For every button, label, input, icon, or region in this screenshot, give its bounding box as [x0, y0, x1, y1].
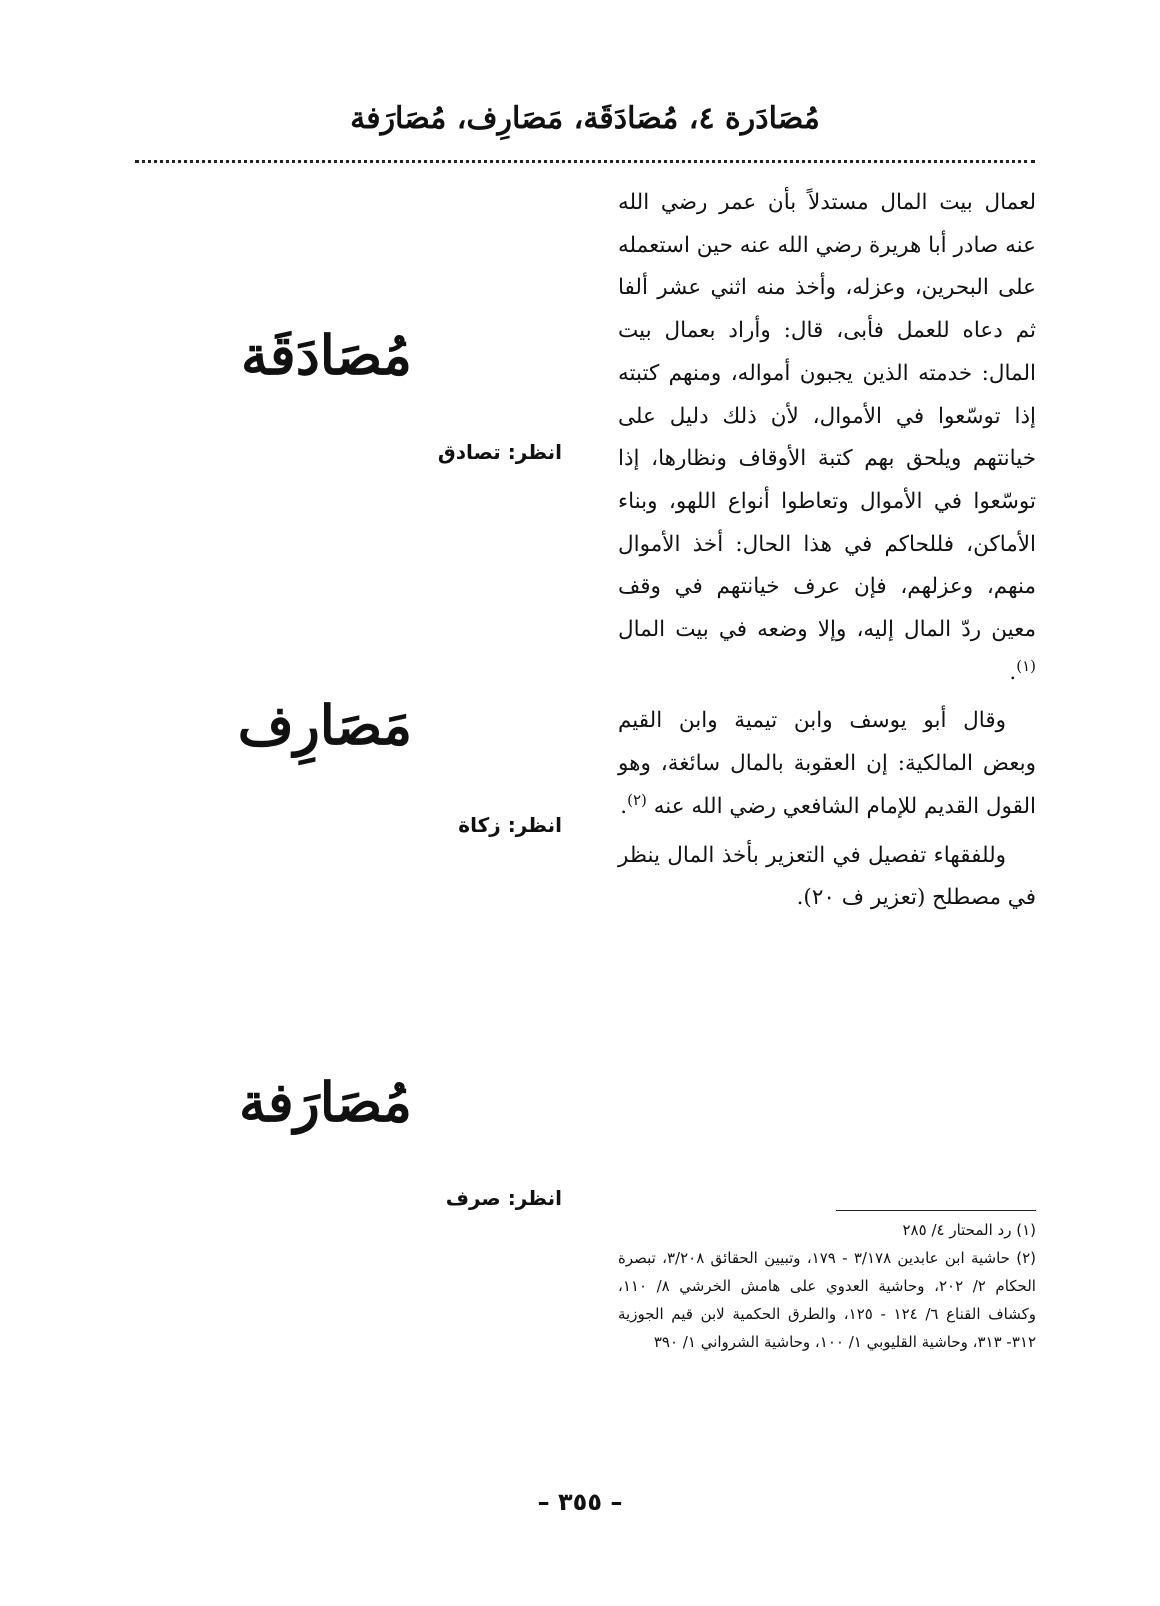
body-paragraph: وللفقهاء تفصيل في التعزير بأخذ المال ينظر في مصطلح (تعزير ف ٢٠).	[618, 842, 1036, 911]
footnotes	[618, 1216, 1036, 1356]
body-paragraph: وقال أبو يوسف وابن تيمية وابن القيم وبعض المالكية: إن العقوبة بالمال سائغة، وهو القول القديم للإمام الشافعي رضي الله عنه $^{(٢)}$.	[618, 708, 1036, 819]
body-paragraph-text: لعمال بيت المال مستدلاً بأن عمر رضي الله عنه صادر أبا هريرة رضي الله عنه حين استعمله على البحرين، وعزله، وأخذ منه اثني عشر ألفا ثم دعاه للعمل فأبى، قال: وأراد بعمال بيت المال: خدمته الذين يجبون أمواله، ومنهم كتبته إذا توسّعوا في الأموال، لأن ذلك دليل على خيانتهم ويلحق بهم كتبة الأوقاف ونظارها، إذا توسّعوا في الأموال وتعاطوا أنواع اللهو، وبناء الأماكن، فللحاكم في هذا الحال: أخذ الأموال منهم، وعزلهم، فإن عرف خيانتهم في وقف معين ردّ المال إليه، وإلا وضعه في بيت المال	[618, 190, 1036, 643]
cross-reference: انظر: تصادق	[437, 440, 562, 464]
cross-reference: انظر: زكاة	[458, 813, 562, 837]
cross-reference: انظر: صرف	[445, 1186, 562, 1210]
body-paragraph-text: وقال أبو يوسف وابن تيمية وابن القيم وبعض المالكية: إن العقوبة بالمال سائغة، وهو القول القديم للإمام الشافعي رضي الله عنه	[618, 708, 1036, 819]
header-dotted-divider	[135, 160, 1035, 163]
footnote-reference: (١)	[1016, 656, 1036, 675]
entry-heading: مَصَارِف	[237, 693, 412, 757]
running-header: مُصَادَرة ٤، مُصَادَقَة، مَصَارِف، مُصَارَفة	[350, 101, 820, 136]
main-text-column	[618, 182, 1036, 920]
footnote: (١) رد المحتار ٤/ ٢٨٥	[902, 1221, 1036, 1239]
entry-heading: مُصَارَفة	[238, 1070, 412, 1134]
page-number: – ٣٥٥ –	[537, 1488, 623, 1516]
entry-heading: مُصَادَقَة	[240, 323, 412, 387]
footnote-divider	[836, 1210, 1036, 1211]
body-paragraph: لعمال بيت المال مستدلاً بأن عمر رضي الله عنه صادر أبا هريرة رضي الله عنه حين استعمله على البحرين، وعزله، وأخذ منه اثني عشر ألفا ثم دعاه للعمل فأبى، قال: وأراد بعمال بيت المال: خدمته الذين يجبون أمواله، ومنهم كتبته إذا توسّعوا في الأموال، لأن ذلك دليل على خيانتهم ويلحق بهم كتبة الأوقاف ونظارها، إذا توسّعوا في الأموال وتعاطوا أنواع اللهو، وبناء الأماكن، فللحاكم في هذا الحال: أخذ الأموال منهم، وعزلهم، فإن عرف خيانتهم في وقف معين ردّ المال إليه، وإلا وضعه في بيت المال $^{(١)}$.	[618, 190, 1036, 685]
footnote-reference: (٢)	[627, 790, 647, 809]
footnote: (٢) حاشية ابن عابدين ٣/١٧٨ - ١٧٩، وتبيين الحقائق ٣/٢٠٨، تبصرة الحكام ٢/ ٢٠٢، وحاشية العدوي على هامش الخرشي ٨/ ١١٠، وكشاف القناع ٦/ ١٢٤ - ١٢٥، والطرق الحكمية لابن قيم الجوزية ٣١٢- ٣١٣، وحاشية القليوبي ١/ ١٠٠، وحاشية الشرواني ١/ ٣٩٠	[618, 1249, 1037, 1351]
